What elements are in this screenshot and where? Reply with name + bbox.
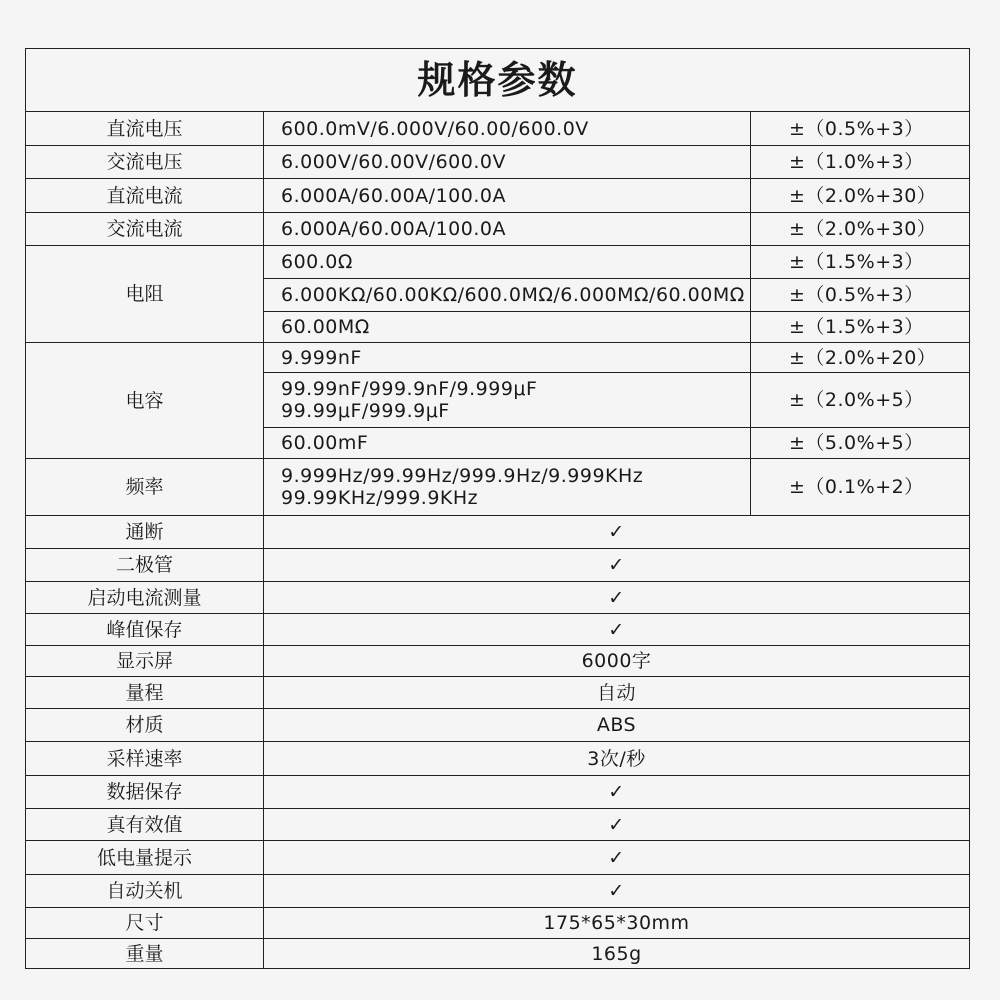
range-text: 6.000A/60.00A/100.0A	[281, 218, 506, 240]
accuracy-cell: ±（1.5%+3）	[751, 246, 970, 279]
range-text: 9.999nF	[281, 346, 362, 369]
range-text: 9.999Hz/99.99Hz/999.9Hz/9.999KHz	[281, 465, 644, 487]
spec-row	[26, 179, 970, 213]
feature-value: 165g	[264, 939, 970, 969]
measurement-label: 电阻	[26, 246, 264, 343]
feature-value: 175*65*30mm	[264, 908, 970, 939]
feature-label: 尺寸	[26, 908, 264, 939]
range-cell	[264, 112, 751, 146]
feature-value: ✓	[264, 875, 970, 908]
spec-row	[26, 343, 970, 373]
range-cell	[264, 459, 751, 516]
range-cell	[264, 373, 751, 428]
feature-row	[26, 614, 970, 646]
feature-value: ✓	[264, 776, 970, 809]
feature-label: 重量	[26, 939, 264, 969]
range-text: 99.99μF/999.9μF	[281, 400, 450, 422]
feature-label: 自动关机	[26, 875, 264, 908]
feature-value: 6000字	[264, 646, 970, 677]
feature-label: 通断	[26, 516, 264, 549]
feature-value: ABS	[264, 709, 970, 742]
feature-label: 峰值保存	[26, 614, 264, 646]
feature-value: 自动	[264, 677, 970, 709]
accuracy-cell: ±（1.0%+3）	[751, 146, 970, 179]
range-text: 60.00MΩ	[281, 316, 370, 338]
feature-row	[26, 516, 970, 549]
range-cell	[264, 213, 751, 246]
feature-row	[26, 709, 970, 742]
feature-label: 真有效值	[26, 809, 264, 841]
feature-row	[26, 776, 970, 809]
measurement-label: 交流电流	[26, 213, 264, 246]
accuracy-cell: ±（0.1%+2）	[751, 459, 970, 516]
range-text: 600.0Ω	[281, 251, 353, 273]
feature-row	[26, 908, 970, 939]
feature-row	[26, 742, 970, 776]
range-text: 6.000KΩ/60.00KΩ/600.0MΩ/6.000MΩ/60.00MΩ	[281, 284, 745, 306]
feature-row	[26, 875, 970, 908]
feature-value: ✓	[264, 841, 970, 875]
feature-row	[26, 549, 970, 582]
range-text: 6.000V/60.00V/600.0V	[281, 151, 506, 173]
measurement-label: 电容	[26, 343, 264, 459]
feature-value: 3次/秒	[264, 742, 970, 776]
feature-label: 数据保存	[26, 776, 264, 809]
spec-row	[26, 112, 970, 146]
spec-row	[26, 213, 970, 246]
feature-value: ✓	[264, 549, 970, 582]
feature-value: ✓	[264, 809, 970, 841]
accuracy-cell: ±（0.5%+3）	[751, 279, 970, 312]
measurement-label: 频率	[26, 459, 264, 516]
accuracy-cell: ±（2.0%+30）	[751, 179, 970, 213]
feature-row	[26, 809, 970, 841]
range-cell	[264, 146, 751, 179]
feature-row	[26, 939, 970, 969]
feature-label: 材质	[26, 709, 264, 742]
feature-label: 启动电流测量	[26, 582, 264, 614]
range-text: 600.0mV/6.000V/60.00/600.0V	[281, 117, 589, 140]
range-cell	[264, 179, 751, 213]
feature-label: 低电量提示	[26, 841, 264, 875]
accuracy-cell: ±（1.5%+3）	[751, 312, 970, 343]
accuracy-cell: ±（2.0%+5）	[751, 373, 970, 428]
title-row	[26, 49, 970, 112]
range-cell	[264, 343, 751, 373]
measurement-label: 交流电压	[26, 146, 264, 179]
spec-table	[25, 48, 970, 969]
feature-value: ✓	[264, 516, 970, 549]
accuracy-cell: ±（2.0%+30）	[751, 213, 970, 246]
range-text: 99.99KHz/999.9KHz	[281, 487, 479, 509]
range-text: 6.000A/60.00A/100.0A	[281, 184, 506, 207]
accuracy-cell: ±（0.5%+3）	[751, 112, 970, 146]
spec-row	[26, 246, 970, 279]
feature-value: ✓	[264, 582, 970, 614]
range-text: 60.00mF	[281, 432, 369, 454]
page-title: 规格参数	[26, 49, 970, 112]
spec-row	[26, 146, 970, 179]
feature-value: ✓	[264, 614, 970, 646]
range-text: 99.99nF/999.9nF/9.999μF	[281, 378, 538, 400]
range-cell	[264, 428, 751, 459]
feature-row	[26, 646, 970, 677]
accuracy-cell: ±（2.0%+20）	[751, 343, 970, 373]
feature-row	[26, 582, 970, 614]
feature-row	[26, 677, 970, 709]
feature-label: 量程	[26, 677, 264, 709]
accuracy-cell: ±（5.0%+5）	[751, 428, 970, 459]
measurement-label: 直流电流	[26, 179, 264, 213]
spec-row	[26, 459, 970, 516]
feature-label: 采样速率	[26, 742, 264, 776]
range-cell	[264, 246, 751, 279]
range-cell	[264, 279, 751, 312]
feature-row	[26, 841, 970, 875]
measurement-label: 直流电压	[26, 112, 264, 146]
range-cell	[264, 312, 751, 343]
feature-label: 显示屏	[26, 646, 264, 677]
feature-label: 二极管	[26, 549, 264, 582]
